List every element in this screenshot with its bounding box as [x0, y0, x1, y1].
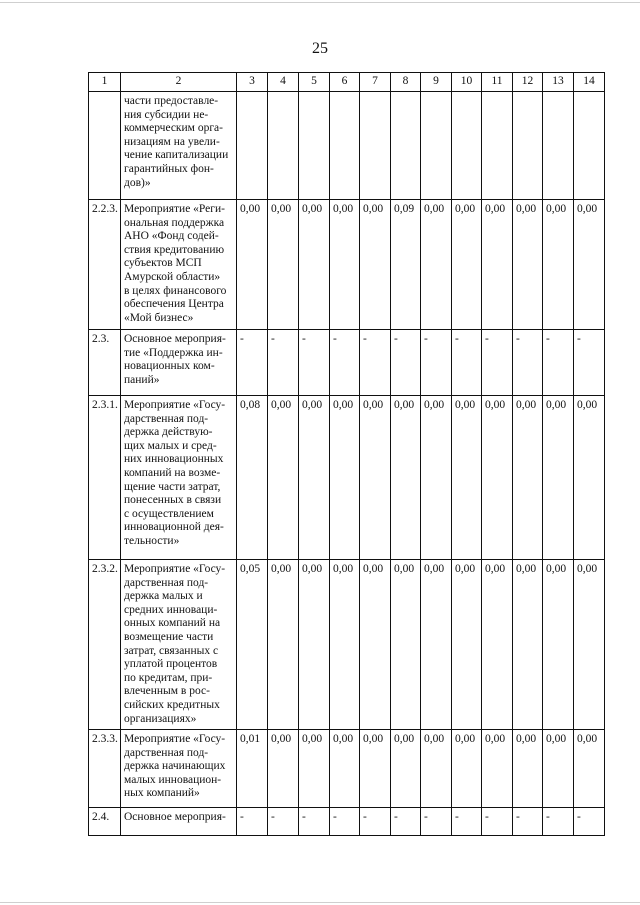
row-number: 2.3.2. [89, 560, 121, 730]
value-cell: - [360, 330, 391, 396]
column-header: 7 [360, 73, 391, 92]
value-cell: - [391, 330, 421, 396]
row-number: 2.3. [89, 330, 121, 396]
scan-edge-top [0, 2, 640, 3]
value-cell: - [360, 808, 391, 836]
value-cell: 0,00 [299, 396, 330, 560]
column-header: 4 [268, 73, 299, 92]
value-cell: 0,00 [391, 560, 421, 730]
value-cell: 0,00 [421, 200, 452, 330]
value-cell: 0,00 [330, 560, 360, 730]
value-cell [299, 92, 330, 200]
column-header: 12 [513, 73, 543, 92]
value-cell: - [482, 808, 513, 836]
row-description: Мероприятие «Госу- дарственная под- держка начинающих малых инновацион- ных компаний» [121, 730, 237, 808]
table-row [89, 730, 605, 808]
value-cell: 0,00 [452, 560, 482, 730]
value-cell: - [543, 808, 574, 836]
row-number: 2.3.1. [89, 396, 121, 560]
table-body [89, 92, 605, 836]
column-header: 6 [330, 73, 360, 92]
row-number [89, 92, 121, 200]
value-cell [237, 92, 268, 200]
value-cell: 0,00 [268, 560, 299, 730]
table-row [89, 560, 605, 730]
value-cell: - [237, 330, 268, 396]
value-cell [360, 92, 391, 200]
value-cell: - [299, 330, 330, 396]
row-description: Основное мероприя- тие «Поддержка ин- новационных ком- паний» [121, 330, 237, 396]
value-cell: - [543, 330, 574, 396]
value-cell: 0,00 [452, 396, 482, 560]
value-cell: 0,00 [268, 730, 299, 808]
column-header: 10 [452, 73, 482, 92]
value-cell: - [268, 330, 299, 396]
value-cell: 0,08 [237, 396, 268, 560]
value-cell: 0,00 [360, 200, 391, 330]
column-header: 14 [574, 73, 605, 92]
value-cell: 0,00 [574, 200, 605, 330]
value-cell: - [574, 330, 605, 396]
row-number: 2.2.3. [89, 200, 121, 330]
data-table [88, 72, 605, 836]
value-cell: 0,00 [299, 560, 330, 730]
value-cell [452, 92, 482, 200]
value-cell: 0,00 [330, 396, 360, 560]
value-cell: - [268, 808, 299, 836]
column-header: 1 [89, 73, 121, 92]
table-row [89, 396, 605, 560]
row-number: 2.3.3. [89, 730, 121, 808]
value-cell: 0,00 [482, 560, 513, 730]
value-cell: 0,00 [330, 730, 360, 808]
column-header: 13 [543, 73, 574, 92]
value-cell: 0,00 [421, 560, 452, 730]
value-cell [482, 92, 513, 200]
column-header: 11 [482, 73, 513, 92]
value-cell: 0,00 [360, 730, 391, 808]
value-cell: 0,00 [452, 730, 482, 808]
value-cell: 0,05 [237, 560, 268, 730]
value-cell: 0,00 [421, 396, 452, 560]
column-header: 5 [299, 73, 330, 92]
value-cell: 0,00 [482, 730, 513, 808]
value-cell: - [574, 808, 605, 836]
column-header: 3 [237, 73, 268, 92]
value-cell: - [513, 330, 543, 396]
value-cell: 0,01 [237, 730, 268, 808]
value-cell: 0,00 [543, 730, 574, 808]
value-cell: 0,00 [360, 560, 391, 730]
value-cell: 0,00 [482, 200, 513, 330]
value-cell: 0,00 [268, 200, 299, 330]
value-cell [391, 92, 421, 200]
value-cell: 0,00 [421, 730, 452, 808]
value-cell [421, 92, 452, 200]
value-cell: 0,09 [391, 200, 421, 330]
value-cell: 0,00 [543, 200, 574, 330]
value-cell: 0,00 [574, 560, 605, 730]
scan-edge-bottom [0, 902, 640, 903]
row-description: Мероприятие «Реги- ональная поддержка АНО «Фонд содей- ствия кредитованию субъектов МСП Амурской области» в целях финансового обеспечения Центра «Мой бизнес» [121, 200, 237, 330]
value-cell: 0,00 [237, 200, 268, 330]
value-cell: 0,00 [299, 200, 330, 330]
value-cell: 0,00 [513, 730, 543, 808]
value-cell: 0,00 [513, 396, 543, 560]
value-cell [513, 92, 543, 200]
value-cell [268, 92, 299, 200]
table-row [89, 808, 605, 836]
table-row [89, 200, 605, 330]
value-cell: - [452, 330, 482, 396]
value-cell: 0,00 [513, 200, 543, 330]
table-header [89, 73, 605, 92]
row-description: Основное мероприя- [121, 808, 237, 836]
column-header: 2 [121, 73, 237, 92]
table-row [89, 92, 605, 200]
value-cell: 0,00 [513, 560, 543, 730]
value-cell: - [421, 330, 452, 396]
value-cell: - [513, 808, 543, 836]
value-cell: 0,00 [299, 730, 330, 808]
value-cell: - [299, 808, 330, 836]
value-cell: 0,00 [360, 396, 391, 560]
row-description: Мероприятие «Госу- дарственная под- держка действую- щих малых и сред- них инновационных компаний на возме- щение части затрат, понесенных в связи с осуществлением инновационной дея- тельности» [121, 396, 237, 560]
table-row [89, 330, 605, 396]
row-number: 2.4. [89, 808, 121, 836]
column-header: 8 [391, 73, 421, 92]
page-number: 25 [312, 40, 328, 57]
value-cell: - [482, 330, 513, 396]
value-cell: 0,00 [391, 396, 421, 560]
value-cell: 0,00 [452, 200, 482, 330]
value-cell: 0,00 [391, 730, 421, 808]
row-description: Мероприятие «Госу- дарственная под- держка малых и средних инноваци- онных компаний на возмещение части затрат, связанных с уплатой процентов по кредитам, при- влеченным в рос- сийских кредитных организациях» [121, 560, 237, 730]
value-cell: 0,00 [574, 730, 605, 808]
column-header: 9 [421, 73, 452, 92]
value-cell: - [330, 330, 360, 396]
value-cell: 0,00 [543, 560, 574, 730]
value-cell: 0,00 [543, 396, 574, 560]
value-cell: 0,00 [574, 396, 605, 560]
value-cell [543, 92, 574, 200]
value-cell: 0,00 [330, 200, 360, 330]
value-cell: - [391, 808, 421, 836]
value-cell [330, 92, 360, 200]
row-description: части предоставле- ния субсидии не- коммерческим орга- низациям на увели- чение капитализации гарантийных фон- дов)» [121, 92, 237, 200]
value-cell: - [330, 808, 360, 836]
header-row [89, 73, 605, 92]
value-cell: - [421, 808, 452, 836]
value-cell: 0,00 [268, 396, 299, 560]
value-cell [574, 92, 605, 200]
value-cell: - [452, 808, 482, 836]
value-cell: 0,00 [482, 396, 513, 560]
value-cell: - [237, 808, 268, 836]
